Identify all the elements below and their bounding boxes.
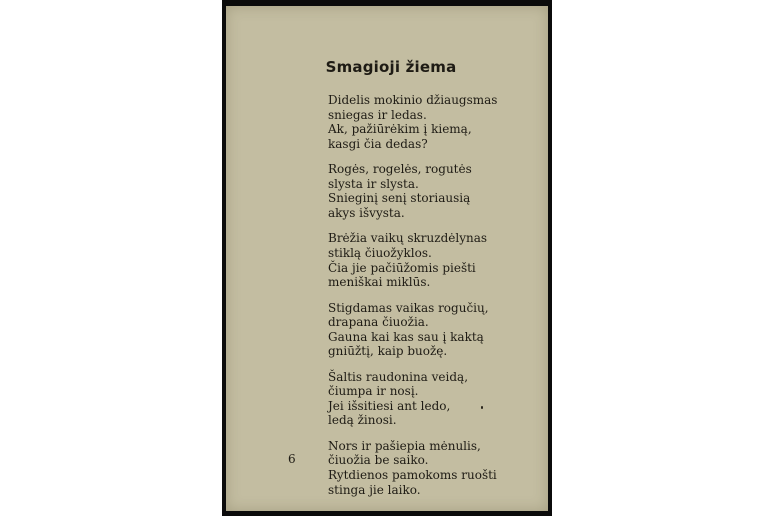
poem-line: kasgi čia dedas? xyxy=(328,136,428,151)
stanza-2 xyxy=(328,162,528,220)
ink-speck xyxy=(481,406,483,409)
poem-line: Jei išsitiesi ant ledo, xyxy=(328,398,451,413)
poem-line: čiumpa ir nosį. xyxy=(328,384,419,399)
poem-line: drapana čiuožia. xyxy=(328,315,429,330)
poem-body xyxy=(328,93,528,508)
stanza-3 xyxy=(328,231,528,289)
poem-line: Gauna kai kas sau į kaktą xyxy=(328,329,484,344)
poem-line: Didelis mokinio džiaugsmas xyxy=(328,93,498,107)
stanza-4 xyxy=(328,301,528,359)
stanza-1 xyxy=(328,93,528,151)
poem-line: Snieginį senį storiausią xyxy=(328,191,471,206)
poem-line: čiuožia be saiko. xyxy=(328,453,429,468)
poem-line: meniškai miklūs. xyxy=(328,275,431,290)
poem-line: Nors ir pašiepia mėnulis, xyxy=(328,438,481,453)
poem-line: Rytdienos pamokoms ruošti xyxy=(328,468,497,483)
poem-line: slysta ir slysta. xyxy=(328,176,419,191)
poem-line: Rogės, rogelės, rogutės xyxy=(328,162,472,177)
poem-line: stiklą čiuožyklos. xyxy=(328,245,432,260)
poem-line: akys išvysta. xyxy=(328,205,405,220)
poem-line: sniegas ir ledas. xyxy=(328,107,427,122)
poem-line: stinga jie laiko. xyxy=(328,482,421,497)
poem-line: gniūžtį, kaip buožę. xyxy=(328,344,448,359)
poem-line: Čia jie pačiūžomis piešti xyxy=(328,260,476,275)
poem-line: Ak, pažiūrėkim į kiemą, xyxy=(328,122,472,137)
stanza-5 xyxy=(328,370,528,428)
page-number: 6 xyxy=(288,452,296,466)
book-page xyxy=(226,6,548,511)
poem-line: Stigdamas vaikas rogučių, xyxy=(328,300,489,315)
poem-title: Smagioji žiema xyxy=(325,58,457,76)
poem-line: Brėžia vaikų skruzdėlynas xyxy=(328,231,488,246)
poem-line: Šaltis raudonina veidą, xyxy=(328,369,469,384)
poem-line: ledą žinosi. xyxy=(328,413,397,428)
stanza-6 xyxy=(328,439,528,497)
